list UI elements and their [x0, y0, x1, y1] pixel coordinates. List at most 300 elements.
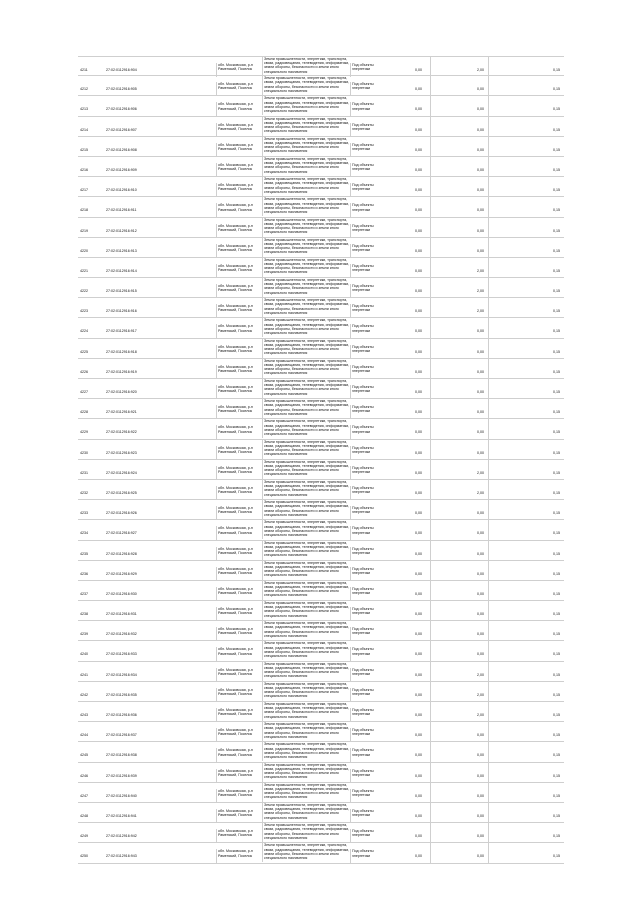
permitted-use: Под объекты энергетики [350, 365, 392, 379]
column-divider [430, 601, 431, 620]
value-3: 0,15 [553, 68, 560, 72]
land-category: Земли промышленности, энергетики, транспорта, связи, радиовещания, телевидения, информатики, земли обороны, безопасности и земли иного специального назначения [262, 440, 350, 459]
value-3: 0,15 [553, 632, 560, 637]
value-1: 0,00 [415, 591, 422, 596]
row-id: 4220 [80, 248, 88, 253]
value-1: 0,00 [415, 692, 422, 697]
value-3: 0,15 [553, 430, 560, 435]
value-1: 0,00 [415, 410, 422, 415]
value-2: 0,00 [477, 430, 484, 435]
value-3: 0,15 [553, 309, 560, 314]
value-1: 0,00 [415, 672, 422, 677]
value-3: 0,15 [553, 188, 560, 193]
value-1: 0,00 [415, 531, 422, 536]
cadastral-number: 27:02:0112916:913 [106, 248, 137, 253]
value-2: 0,00 [477, 753, 484, 758]
value-3: 0,15 [553, 591, 560, 596]
cadastral-number: 27:02:0112916:930 [106, 591, 137, 596]
address: обл. Московская, р-н Раменский, Поселок [216, 668, 262, 682]
cadastral-number: 27:02:0112916:925 [106, 490, 137, 495]
table-row [78, 621, 564, 641]
column-divider [488, 783, 489, 802]
row-id: 4235 [80, 551, 88, 556]
permitted-use: Под объекты энергетики [350, 829, 392, 843]
land-category: Земли промышленности, энергетики, транспорта, связи, радиовещания, телевидения, информатики, земли обороны, безопасности и земли иного специального назначения [262, 541, 350, 560]
value-1: 0,00 [415, 107, 422, 112]
permitted-use: Под объекты энергетики [350, 203, 392, 217]
land-category: Земли промышленности, энергетики, транспорта, связи, радиовещания, телевидения, информатики, земли обороны, безопасности и земли иного специального назначения [262, 843, 350, 862]
column-divider [488, 399, 489, 418]
address: обл. Московская, р-н Раменский, Поселок [216, 627, 262, 641]
permitted-use: Под объекты энергетики [350, 425, 392, 439]
value-2: 2,00 [477, 470, 484, 475]
column-divider [488, 541, 489, 560]
value-3: 0,15 [553, 713, 560, 717]
cadastral-number: 27:02:0112916:908 [106, 147, 137, 152]
value-2: 0,00 [477, 591, 484, 596]
value-3: 0,15 [553, 268, 560, 273]
column-divider [488, 823, 489, 842]
value-1: 0,00 [415, 713, 422, 717]
permitted-use: Под объекты энергетики [350, 264, 392, 278]
permitted-use: Под объекты энергетики [350, 345, 392, 359]
value-2: 2,00 [477, 268, 484, 273]
row-id: 4225 [80, 349, 88, 354]
cadastral-number: 27:02:0112916:924 [106, 470, 137, 475]
value-2: 2,00 [477, 309, 484, 314]
table-row [78, 339, 564, 359]
value-1: 0,00 [415, 470, 422, 475]
value-3: 0,15 [553, 127, 560, 132]
cadastral-number: 27:02:0112916:909 [106, 167, 137, 172]
address: обл. Московская, р-н Раменский, Поселок [216, 829, 262, 843]
permitted-use: Под объекты энергетики [350, 82, 392, 96]
cadastral-number: 27:02:0112916:906 [106, 107, 137, 112]
address: обл. Московская, р-н Раменский, Поселок [216, 284, 262, 298]
column-divider [430, 662, 431, 681]
permitted-use: Под объекты энергетики [350, 547, 392, 561]
row-id: 4248 [80, 813, 88, 818]
table-row [78, 440, 564, 460]
table-row [78, 541, 564, 561]
cadastral-number: 27:02:0112916:917 [106, 329, 137, 334]
value-2: 0,00 [477, 329, 484, 334]
column-divider [430, 278, 431, 297]
table-row [78, 117, 564, 137]
address: обл. Московская, р-н Раменский, Поселок [216, 647, 262, 661]
permitted-use: Под объекты энергетики [350, 486, 392, 500]
permitted-use: Под объекты энергетики [350, 587, 392, 601]
value-1: 0,00 [415, 68, 422, 72]
column-divider [430, 520, 431, 539]
table-row [78, 76, 564, 96]
land-category: Земли промышленности, энергетики, транспорта, связи, радиовещания, телевидения, информатики, земли обороны, безопасности и земли иного специального назначения [262, 500, 350, 519]
permitted-use: Под объекты энергетики [350, 769, 392, 783]
cadastral-number: 27:02:0112916:931 [106, 612, 137, 617]
column-divider [430, 218, 431, 237]
column-divider [430, 803, 431, 822]
column-divider [488, 722, 489, 741]
land-category: Земли промышленности, энергетики, транспорта, связи, радиовещания, телевидения, информатики, земли обороны, безопасности и земли иного специального назначения [262, 399, 350, 418]
value-1: 0,00 [415, 127, 422, 132]
address: обл. Московская, р-н Раменский, Поселок [216, 143, 262, 157]
value-2: 0,00 [477, 773, 484, 778]
table-row [78, 561, 564, 581]
permitted-use: Под объекты энергетики [350, 63, 392, 77]
cadastral-number: 27:02:0112916:905 [106, 87, 137, 92]
address: обл. Московская, р-н Раменский, Поселок [216, 728, 262, 742]
value-1: 0,00 [415, 490, 422, 495]
permitted-use: Под объекты энергетики [350, 849, 392, 863]
column-divider [488, 137, 489, 156]
table-row [78, 742, 564, 762]
value-2: 0,00 [477, 208, 484, 213]
column-divider [430, 379, 431, 398]
table-row [78, 419, 564, 439]
value-3: 0,15 [553, 692, 560, 697]
cadastral-number: 27:02:0112916:934 [106, 672, 137, 677]
land-category: Земли промышленности, энергетики, транспорта, связи, радиовещания, телевидения, информатики, земли обороны, безопасности и земли иного специального назначения [262, 96, 350, 115]
cadastral-number: 27:02:0112916:920 [106, 390, 137, 394]
land-category: Земли промышленности, энергетики, транспорта, связи, радиовещания, телевидения, информатики, земли обороны, безопасности и земли иного специального назначения [262, 621, 350, 640]
row-id: 4232 [80, 490, 88, 495]
land-category: Земли промышленности, энергетики, транспорта, связи, радиовещания, телевидения, информатики, земли обороны, безопасности и земли иного специального назначения [262, 742, 350, 761]
column-divider [488, 460, 489, 479]
table-row [78, 783, 564, 803]
row-id: 4233 [80, 511, 88, 516]
cadastral-number: 27:02:0112916:927 [106, 531, 137, 536]
value-1: 0,00 [415, 612, 422, 617]
table-row [78, 722, 564, 742]
cadastral-number: 27:02:0112916:919 [106, 369, 137, 374]
land-category: Земли промышленности, энергетики, транспорта, связи, радиовещания, телевидения, информатики, земли обороны, безопасности и земли иного специального назначения [262, 258, 350, 277]
permitted-use: Под объекты энергетики [350, 607, 392, 621]
value-3: 0,15 [553, 450, 560, 455]
table-row [78, 682, 564, 702]
cadastral-number: 27:02:0112916:910 [106, 188, 137, 193]
column-divider [430, 76, 431, 95]
value-1: 0,00 [415, 511, 422, 516]
permitted-use: Под объекты энергетики [350, 748, 392, 762]
address: обл. Московская, р-н Раменский, Поселок [216, 769, 262, 783]
table-row [78, 601, 564, 621]
land-category: Земли промышленности, энергетики, транспорта, связи, радиовещания, телевидения, информатики, земли обороны, безопасности и земли иного специального назначения [262, 823, 350, 842]
value-1: 0,00 [415, 773, 422, 778]
permitted-use: Под объекты энергетики [350, 183, 392, 197]
address: обл. Московская, р-н Раменский, Поселок [216, 849, 262, 863]
row-id: 4237 [80, 591, 88, 596]
value-3: 0,15 [553, 571, 560, 576]
land-category: Земли промышленности, энергетики, транспорта, связи, радиовещания, телевидения, информатики, земли обороны, безопасности и земли иного специального назначения [262, 197, 350, 216]
value-1: 0,00 [415, 753, 422, 758]
land-category: Земли промышленности, энергетики, транспорта, связи, радиовещания, телевидения, информатики, земли обороны, безопасности и земли иного специального назначения [262, 359, 350, 378]
value-2: 2,00 [477, 490, 484, 495]
column-divider [488, 843, 489, 862]
value-3: 0,15 [553, 289, 560, 294]
value-1: 0,00 [415, 390, 422, 394]
address: обл. Московская, р-н Раменский, Поселок [216, 425, 262, 439]
permitted-use: Под объекты энергетики [350, 627, 392, 641]
value-2: 0,00 [477, 188, 484, 193]
table-row [78, 763, 564, 783]
land-category: Земли промышленности, энергетики, транспорта, связи, радиовещания, телевидения, информатики, земли обороны, безопасности и земли иного специального назначения [262, 419, 350, 438]
table-row [78, 500, 564, 520]
permitted-use: Под объекты энергетики [350, 102, 392, 116]
address: обл. Московская, р-н Раменский, Поселок [216, 587, 262, 601]
permitted-use: Под объекты энергетики [350, 668, 392, 682]
parcel-table [78, 56, 564, 864]
column-divider [488, 197, 489, 216]
address: обл. Московская, р-н Раменский, Поселок [216, 486, 262, 500]
value-2: 0,00 [477, 551, 484, 556]
land-category: Земли промышленности, энергетики, транспорта, связи, радиовещания, телевидения, информатики, земли обороны, безопасности и земли иного специального назначения [262, 238, 350, 257]
land-category: Земли промышленности, энергетики, транспорта, связи, радиовещания, телевидения, информатики, земли обороны, безопасности и земли иного специального назначения [262, 339, 350, 358]
column-divider [488, 278, 489, 297]
value-3: 0,15 [553, 390, 560, 394]
column-divider [488, 76, 489, 95]
column-divider [488, 702, 489, 721]
column-divider [488, 803, 489, 822]
address: обл. Московская, р-н Раменский, Поселок [216, 607, 262, 621]
value-1: 0,00 [415, 652, 422, 657]
value-3: 0,15 [553, 854, 560, 859]
row-id: 4219 [80, 228, 88, 233]
cadastral-number: 27:02:0112916:932 [106, 632, 137, 637]
value-1: 0,00 [415, 248, 422, 253]
permitted-use: Под объекты энергетики [350, 405, 392, 419]
column-divider [488, 57, 489, 75]
value-3: 0,15 [553, 753, 560, 758]
row-id: 4224 [80, 329, 88, 334]
row-id: 4236 [80, 571, 88, 576]
table-row [78, 460, 564, 480]
row-id: 4240 [80, 652, 88, 657]
column-divider [488, 238, 489, 257]
row-id: 4241 [80, 672, 88, 677]
value-3: 0,15 [553, 652, 560, 657]
value-1: 0,00 [415, 167, 422, 172]
row-id: 4231 [80, 470, 88, 475]
permitted-use: Под объекты энергетики [350, 688, 392, 702]
address: обл. Московская, р-н Раменский, Поселок [216, 547, 262, 561]
value-2: 0,00 [477, 632, 484, 637]
cadastral-number: 27:02:0112916:904 [106, 68, 137, 72]
row-id: 4229 [80, 430, 88, 435]
land-category: Земли промышленности, энергетики, транспорта, связи, радиовещания, телевидения, информатики, земли обороны, безопасности и земли иного специального назначения [262, 561, 350, 580]
address: обл. Московская, р-н Раменский, Поселок [216, 688, 262, 702]
cadastral-number: 27:02:0112916:935 [106, 692, 137, 697]
column-divider [488, 763, 489, 782]
land-category: Земли промышленности, энергетики, транспорта, связи, радиовещания, телевидения, информатики, земли обороны, безопасности и земли иного специального назначения [262, 520, 350, 539]
value-2: 0,00 [477, 228, 484, 233]
land-category: Земли промышленности, энергетики, транспорта, связи, радиовещания, телевидения, информатики, земли обороны, безопасности и земли иного специального назначения [262, 763, 350, 782]
row-id: 4217 [80, 188, 88, 193]
cadastral-number: 27:02:0112916:907 [106, 127, 137, 132]
row-id: 4245 [80, 753, 88, 758]
value-1: 0,00 [415, 369, 422, 374]
table-row [78, 379, 564, 399]
cadastral-number: 27:02:0112916:911 [106, 208, 137, 213]
value-3: 0,15 [553, 228, 560, 233]
cadastral-number: 27:02:0112916:918 [106, 349, 137, 354]
value-2: 0,00 [477, 652, 484, 657]
address: обл. Московская, р-н Раменский, Поселок [216, 405, 262, 419]
row-id: 4250 [80, 854, 88, 859]
permitted-use: Под объекты энергетики [350, 385, 392, 399]
row-id: 4227 [80, 390, 88, 394]
column-divider [430, 399, 431, 418]
column-divider [430, 137, 431, 156]
land-category: Земли промышленности, энергетики, транспорта, связи, радиовещания, телевидения, информатики, земли обороны, безопасности и земли иного специального назначения [262, 460, 350, 479]
value-3: 0,15 [553, 248, 560, 253]
permitted-use: Под объекты энергетики [350, 647, 392, 661]
land-category: Земли промышленности, энергетики, транспорта, связи, радиовещания, телевидения, информатики, земли обороны, безопасности и земли иного специального назначения [262, 57, 350, 76]
land-category: Земли промышленности, энергетики, транспорта, связи, радиовещания, телевидения, информатики, земли обороны, безопасности и земли иного специального назначения [262, 137, 350, 156]
value-2: 0,00 [477, 733, 484, 738]
cadastral-number: 27:02:0112916:914 [106, 268, 137, 273]
value-2: 0,00 [477, 410, 484, 415]
column-divider [430, 621, 431, 640]
address: обл. Московская, р-н Раменский, Поселок [216, 365, 262, 379]
column-divider [488, 258, 489, 277]
value-2: 0,00 [477, 87, 484, 92]
column-divider [488, 339, 489, 358]
cadastral-number: 27:02:0112916:922 [106, 430, 137, 435]
permitted-use: Под объекты энергетики [350, 506, 392, 520]
table-row [78, 298, 564, 318]
permitted-use: Под объекты энергетики [350, 163, 392, 177]
value-2: 2,00 [477, 672, 484, 677]
row-id: 4215 [80, 147, 88, 152]
column-divider [430, 783, 431, 802]
column-divider [488, 621, 489, 640]
value-2: 0,00 [477, 369, 484, 374]
table-row [78, 137, 564, 157]
column-divider [430, 561, 431, 580]
column-divider [430, 258, 431, 277]
value-1: 0,00 [415, 349, 422, 354]
land-category: Земли промышленности, энергетики, транспорта, связи, радиовещания, телевидения, информатики, земли обороны, безопасности и земли иного специального назначения [262, 379, 350, 398]
value-2: 0,00 [477, 390, 484, 394]
column-divider [488, 157, 489, 176]
permitted-use: Под объекты энергетики [350, 224, 392, 238]
table-row [78, 581, 564, 601]
land-category: Земли промышленности, энергетики, транспорта, связи, радиовещания, телевидения, информатики, земли обороны, безопасности и земли иного специального назначения [262, 601, 350, 620]
value-3: 0,15 [553, 470, 560, 475]
table-row [78, 177, 564, 197]
value-3: 0,15 [553, 208, 560, 213]
cadastral-number: 27:02:0112916:929 [106, 571, 137, 576]
value-2: 0,00 [477, 450, 484, 455]
address: обл. Московская, р-н Раменский, Поселок [216, 466, 262, 480]
column-divider [488, 117, 489, 136]
value-2: 0,00 [477, 147, 484, 152]
cadastral-number: 27:02:0112916:942 [106, 834, 137, 839]
address: обл. Московская, р-н Раменский, Поселок [216, 203, 262, 217]
value-2: 2,00 [477, 68, 484, 72]
land-category: Земли промышленности, энергетики, транспорта, связи, радиовещания, телевидения, информатики, земли обороны, безопасности и земли иного специального назначения [262, 702, 350, 721]
column-divider [430, 238, 431, 257]
row-id: 4242 [80, 692, 88, 697]
row-id: 4218 [80, 208, 88, 213]
table-row [78, 480, 564, 500]
value-1: 0,00 [415, 450, 422, 455]
column-divider [430, 541, 431, 560]
land-category: Земли промышленности, энергетики, транспорта, связи, радиовещания, телевидения, информатики, земли обороны, безопасности и земли иного специального назначения [262, 298, 350, 317]
address: обл. Московская, р-н Раменский, Поселок [216, 345, 262, 359]
column-divider [488, 298, 489, 317]
value-3: 0,15 [553, 369, 560, 374]
column-divider [430, 581, 431, 600]
row-id: 4238 [80, 612, 88, 617]
value-2: 0,00 [477, 813, 484, 818]
land-category: Земли промышленности, энергетики, транспорта, связи, радиовещания, телевидения, информатики, земли обороны, безопасности и земли иного специального назначения [262, 783, 350, 802]
land-category: Земли промышленности, энергетики, транспорта, связи, радиовещания, телевидения, информатики, земли обороны, безопасности и земли иного специального назначения [262, 177, 350, 196]
value-1: 0,00 [415, 733, 422, 738]
column-divider [488, 440, 489, 459]
column-divider [430, 843, 431, 862]
permitted-use: Под объекты энергетики [350, 789, 392, 803]
land-category: Земли промышленности, энергетики, транспорта, связи, радиовещания, телевидения, информатики, земли обороны, безопасности и земли иного специального назначения [262, 318, 350, 337]
value-2: 0,00 [477, 248, 484, 253]
cadastral-number: 27:02:0112916:940 [106, 793, 137, 798]
column-divider [430, 641, 431, 660]
land-category: Земли промышленности, энергетики, транспорта, связи, радиовещания, телевидения, информатики, земли обороны, безопасности и земли иного специального назначения [262, 581, 350, 600]
column-divider [488, 641, 489, 660]
table-row [78, 843, 564, 863]
column-divider [430, 298, 431, 317]
value-1: 0,00 [415, 813, 422, 818]
value-1: 0,00 [415, 854, 422, 859]
value-2: 0,00 [477, 511, 484, 516]
value-1: 0,00 [415, 571, 422, 576]
column-divider [488, 318, 489, 337]
value-3: 0,15 [553, 349, 560, 354]
value-1: 0,00 [415, 208, 422, 213]
value-3: 0,15 [553, 87, 560, 92]
table-row [78, 56, 564, 76]
column-divider [488, 500, 489, 519]
table-row [78, 803, 564, 823]
permitted-use: Под объекты энергетики [350, 466, 392, 480]
value-1: 0,00 [415, 188, 422, 193]
value-3: 0,15 [553, 147, 560, 152]
cadastral-number: 27:02:0112916:916 [106, 309, 137, 314]
value-2: 2,00 [477, 713, 484, 717]
column-divider [430, 500, 431, 519]
value-3: 0,15 [553, 551, 560, 556]
table-row [78, 278, 564, 298]
value-2: 0,00 [477, 612, 484, 617]
land-category: Земли промышленности, энергетики, транспорта, связи, радиовещания, телевидения, информатики, земли обороны, безопасности и земли иного специального назначения [262, 76, 350, 95]
permitted-use: Под объекты энергетики [350, 728, 392, 742]
column-divider [430, 702, 431, 721]
column-divider [430, 419, 431, 438]
land-category: Земли промышленности, энергетики, транспорта, связи, радиовещания, телевидения, информатики, земли обороны, безопасности и земли иного специального назначения [262, 278, 350, 297]
value-3: 0,15 [553, 107, 560, 112]
value-2: 0,00 [477, 854, 484, 859]
address: обл. Московская, р-н Раменский, Поселок [216, 567, 262, 581]
value-1: 0,00 [415, 87, 422, 92]
row-id: 4234 [80, 531, 88, 536]
address: обл. Московская, р-н Раменский, Поселок [216, 446, 262, 460]
land-category: Земли промышленности, энергетики, транспорта, связи, радиовещания, телевидения, информатики, земли обороны, безопасности и земли иного специального назначения [262, 682, 350, 701]
value-3: 0,15 [553, 834, 560, 839]
row-id: 4239 [80, 632, 88, 637]
column-divider [430, 480, 431, 499]
table-row [78, 520, 564, 540]
address: обл. Московская, р-н Раменский, Поселок [216, 304, 262, 318]
